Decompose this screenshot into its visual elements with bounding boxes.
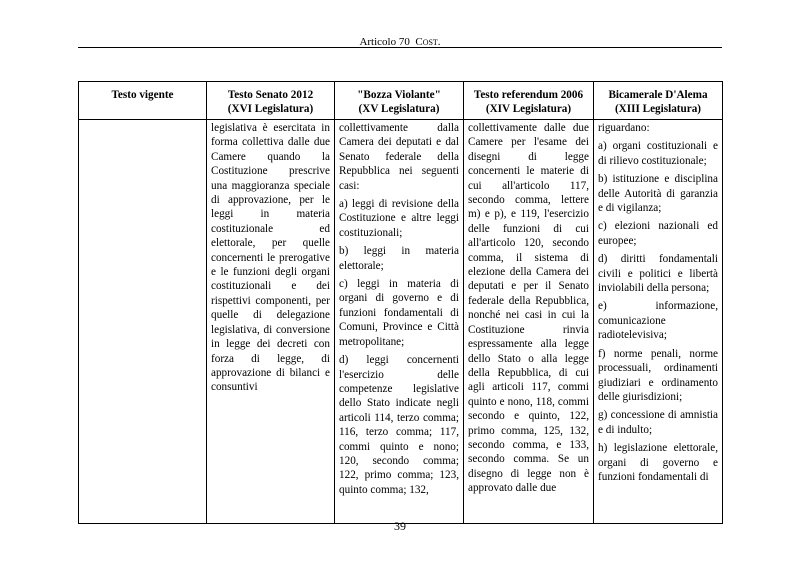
cell-text-referendum xyxy=(468,121,589,522)
running-head-title: Articolo 70 xyxy=(359,36,410,48)
cell-vigente xyxy=(79,120,207,524)
cell-paragraph: legislativa è esercitata in forma collettiva dalle due Camere quando la Costituzione prescrive una maggioranza speciale di approvazione, per le leggi in materia costituzionale ed elettorale, per quelle concernenti le prerogative e le funzioni degli organi costituzionali e dei rispettivi componenti, per quelle di delegazione legislativa, di conversione in legge dei decreti con forza di legge, di approvazione di bilanci e consuntivi xyxy=(211,122,330,394)
cell-paragraph: b) istituzione e disciplina delle Autorità di garanzia e di vigilanza; xyxy=(598,173,718,215)
comparison-table xyxy=(78,81,723,524)
cell-text-violante xyxy=(339,121,459,522)
column-subtitle: (XIII Legislatura) xyxy=(614,103,702,115)
column-title: Bicamerale D'Alema xyxy=(608,89,708,101)
column-title: "Bozza Violante" xyxy=(357,89,441,101)
column-subtitle: (XIV Legislatura) xyxy=(485,103,572,115)
cell-paragraph: c) leggi in materia di organi di governo e di funzioni fondamentali di Comuni, Province e Città metropolitane; xyxy=(339,278,459,348)
cell-text-bicamerale xyxy=(598,121,718,522)
cell-senato xyxy=(207,120,335,524)
column-title: Testo Senato 2012 xyxy=(227,89,314,101)
header-rule xyxy=(78,47,722,48)
cell-paragraph: a) leggi di revisione della Costituzione e altre leggi costituzionali; xyxy=(339,198,459,239)
cell-paragraph: a) organi costituzionali e di rilievo costituzionale; xyxy=(598,140,718,167)
cell-bicamerale xyxy=(594,120,723,524)
cell-paragraph: b) leggi in materia elettorale; xyxy=(339,245,459,272)
column-subtitle: (XV Legislatura) xyxy=(358,103,440,115)
column-header-referendum xyxy=(464,82,594,120)
cell-text-vigente xyxy=(83,121,202,522)
cell-paragraph: d) diritti fondamentali civili e politici e libertà inviolabili della persona; xyxy=(598,253,718,295)
cell-text-senato xyxy=(211,121,330,522)
column-header-vigente xyxy=(79,82,207,120)
table-row xyxy=(79,120,723,524)
cell-paragraph: c) elezioni nazionali ed europee; xyxy=(598,220,718,247)
column-subtitle: (XVI Legislatura) xyxy=(227,103,314,115)
cell-paragraph: h) legislazione elettorale, organi di governo e funzioni fondamentali di xyxy=(598,442,718,483)
running-head-title-smallcaps: Cost. xyxy=(415,36,441,48)
cell-paragraph: d) leggi concernenti l'esercizio delle competenze legislative dello Stato indicate negli articoli 114, terzo comma; 116, terzo comma; 117, commi quinto e nono; 120, secondo comma; 122, primo comma; 123, quinto comma; 132, xyxy=(339,354,459,496)
cell-violante xyxy=(335,120,464,524)
cell-paragraph: f) norme penali, norme processuali, ordinamenti giudiziari e ordinamento delle giurisdizioni; xyxy=(598,347,718,403)
table-header-row xyxy=(79,82,723,120)
cell-paragraph: e) informazione, comunicazione radiotelevisiva; xyxy=(598,300,718,342)
column-header-violante xyxy=(335,82,464,120)
cell-paragraph: riguardano: xyxy=(598,122,650,134)
column-header-senato xyxy=(207,82,335,120)
column-title: Testo referendum 2006 xyxy=(473,89,584,101)
column-header-bicamerale xyxy=(594,82,723,120)
cell-paragraph: collettivamente dalle due Camere per l'esame dei disegni di legge concernenti le materie di cui all'articolo 117, secondo comma, lettere m) e p), e 119, l'esercizio delle funzioni di cui all'articolo 120, secondo comma, il sistema di elezione della Camera dei deputati e per il Senato federale della Repubblica, nonché nei casi in cui la Costituzione rinvia espressamente alla legge dello Stato o alla legge della Repubblica, di cui agli articoli 117, commi quinto e nono, 118, commi secondo e quinto, 122, primo comma, 125, 132, secondo comma, e 133, secondo comma. Se un disegno di legge non è approvato dalle due xyxy=(468,122,589,495)
page-number: 39 xyxy=(394,519,406,533)
cell-paragraph: g) concessione di amnistia e di indulto; xyxy=(598,409,718,436)
cell-referendum xyxy=(464,120,594,524)
cell-paragraph: collettivamente dalla Camera dei deputati e dal Senato federale della Repubblica nei seguenti casi: xyxy=(339,122,459,192)
column-title: Testo vigente xyxy=(111,89,174,101)
